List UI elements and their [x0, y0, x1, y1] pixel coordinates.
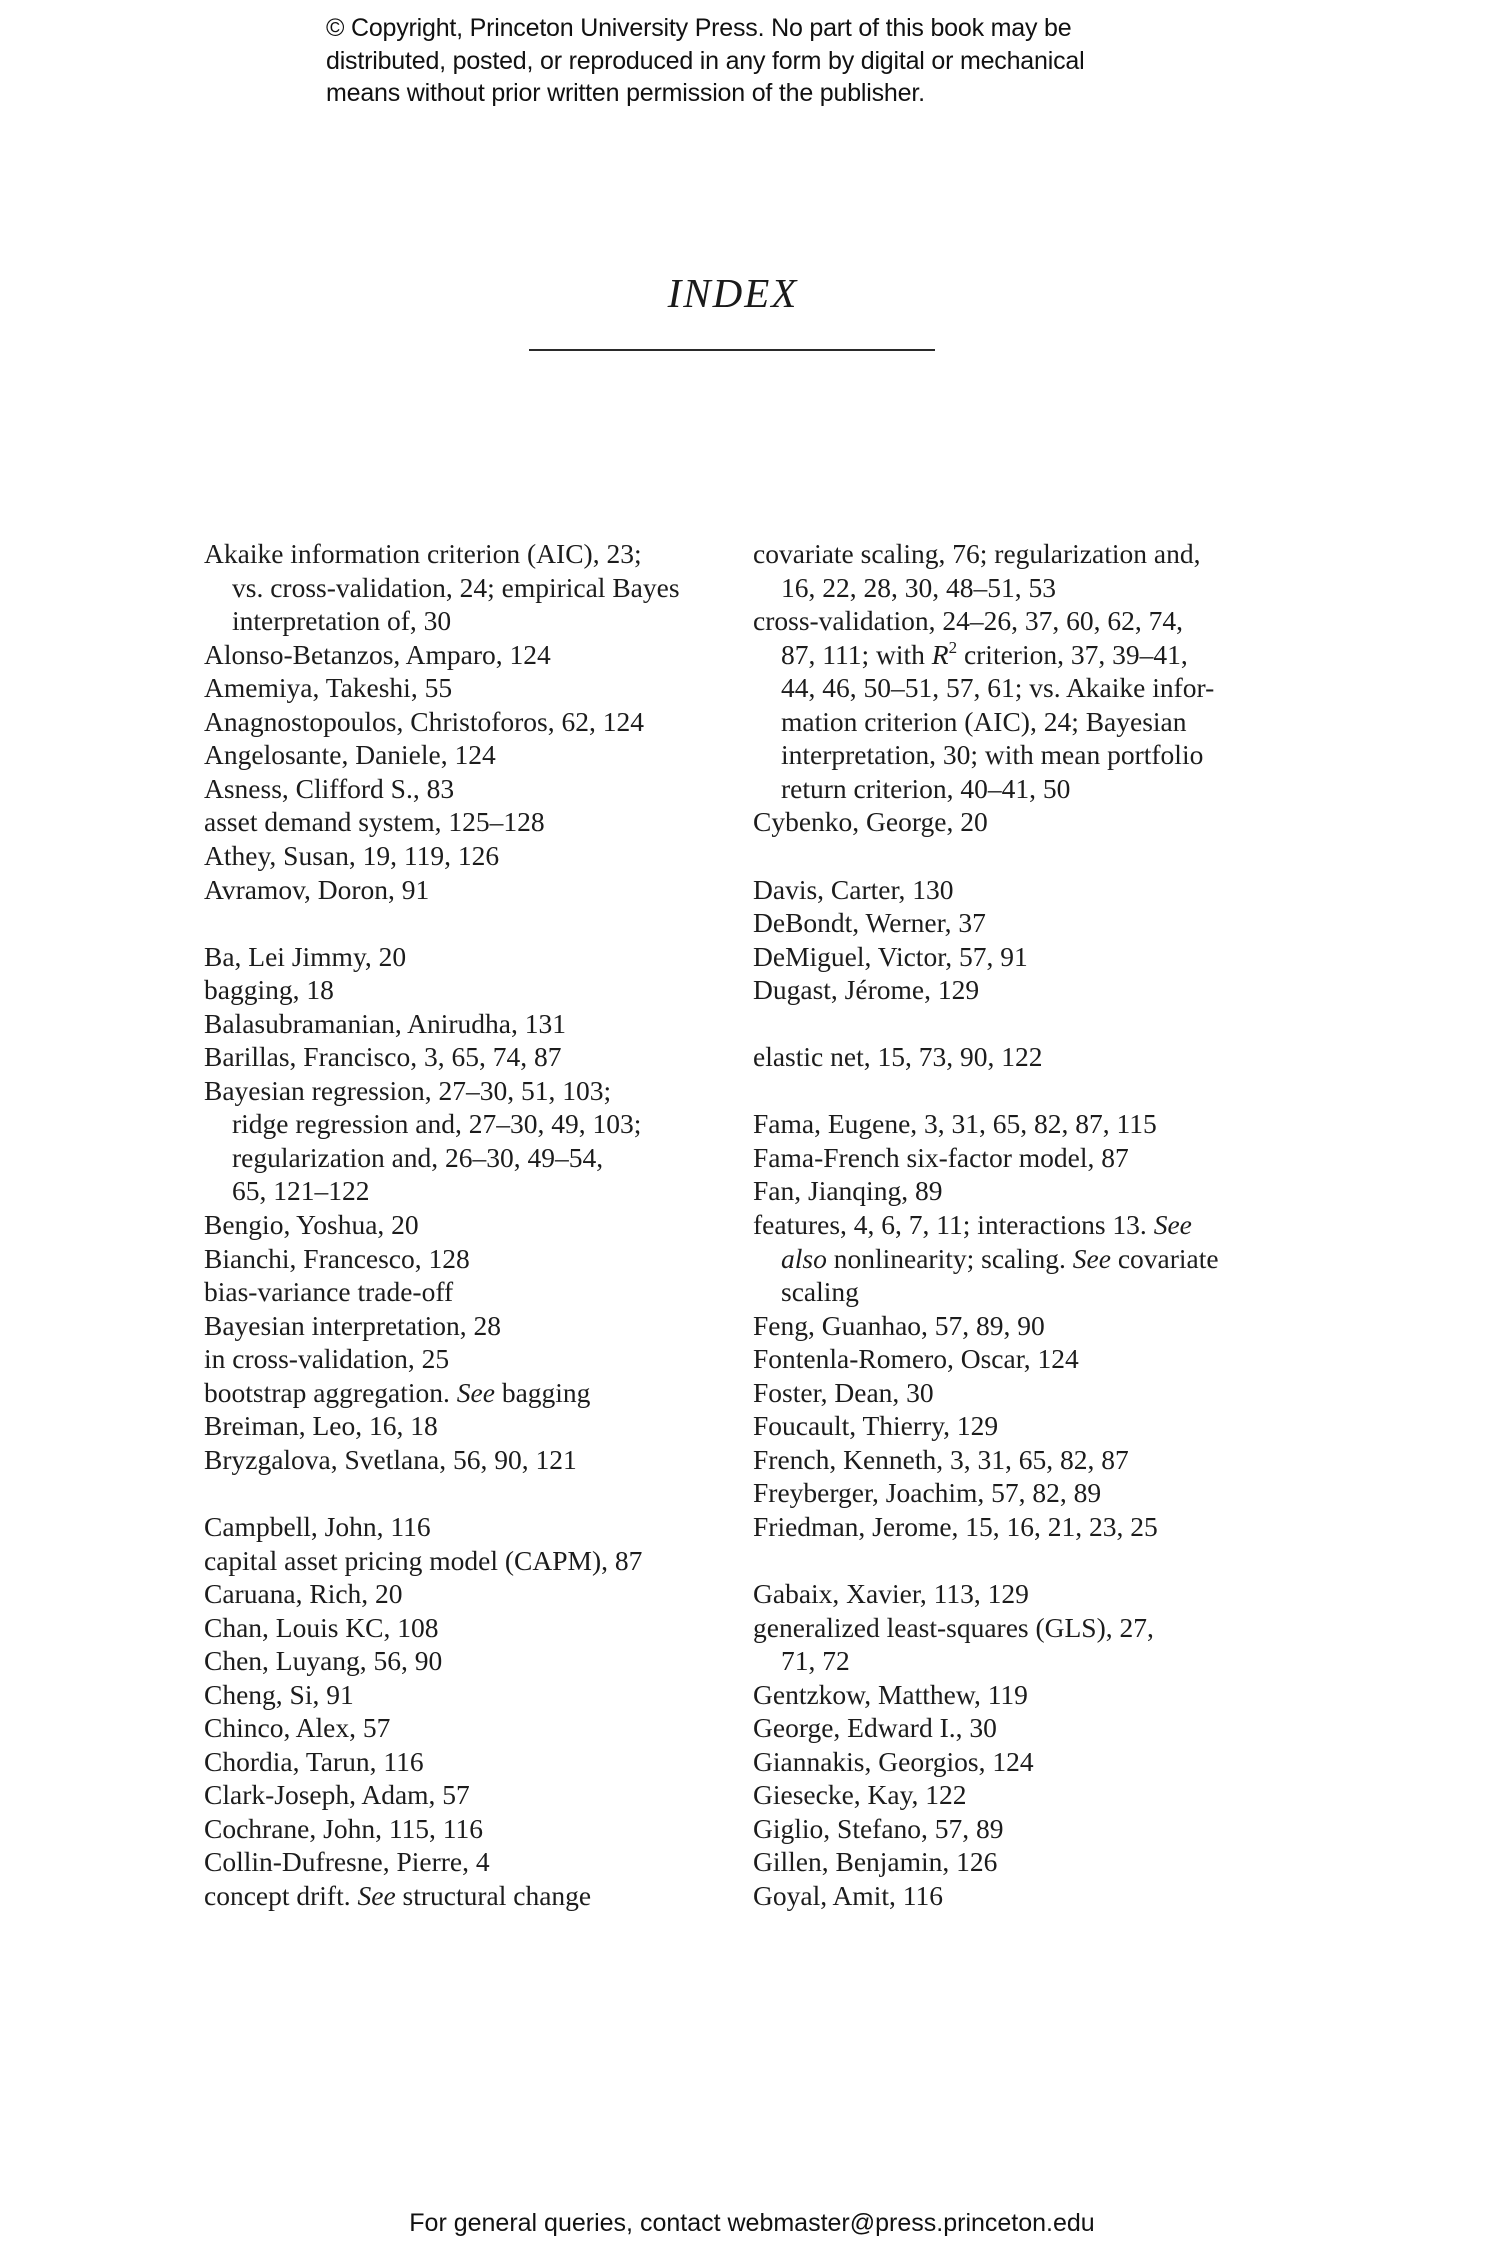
entry-text: Fan, Jianqing, 89 — [753, 1175, 943, 1207]
index-entry — [753, 1040, 1042, 1074]
entry-text: scaling — [781, 1276, 859, 1308]
entry-text: Bayesian regression, 27–30, 51, 103; — [204, 1074, 612, 1106]
entry-text: bias-variance trade-off — [204, 1276, 454, 1308]
entry-text: Campbell, John, 116 — [204, 1510, 431, 1542]
entry-text: nonlinearity; scaling. — [826, 1242, 1073, 1274]
index-entry — [204, 805, 545, 839]
italic-text: also — [781, 1242, 827, 1274]
index-entry — [204, 1409, 438, 1443]
index-entry — [753, 1409, 998, 1443]
index-entry — [753, 973, 979, 1007]
index-entry — [753, 1141, 1129, 1175]
index-subline — [232, 604, 451, 638]
index-entry — [204, 1242, 470, 1276]
index-entry — [753, 1107, 1157, 1141]
italic-text: See — [456, 1376, 495, 1408]
index-entry — [204, 738, 496, 772]
index-entry — [204, 705, 644, 739]
entry-text: bagging, 18 — [204, 974, 334, 1006]
entry-text: Feng, Guanhao, 57, 89, 90 — [753, 1309, 1045, 1341]
title-divider — [529, 349, 935, 351]
superscript: 2 — [948, 637, 958, 657]
index-entry — [204, 1275, 453, 1309]
copyright-notice — [326, 12, 1206, 110]
index-entry — [204, 1544, 642, 1578]
index-subline — [232, 1174, 370, 1208]
entry-text: Cheng, Si, 91 — [204, 1678, 354, 1710]
entry-text: Giannakis, Georgios, 124 — [753, 1745, 1034, 1777]
entry-text: vs. cross-validation, 24; empirical Bayes — [232, 571, 680, 603]
index-entry — [753, 604, 1183, 638]
index-entry — [204, 1812, 483, 1846]
entry-text: bootstrap aggregation. — [204, 1376, 457, 1408]
entry-text: criterion, 37, 39–41, — [957, 638, 1188, 670]
copyright-line: distributed, posted, or reproduced in any form by digital or mechanical — [326, 46, 1085, 75]
entry-text: elastic net, 15, 73, 90, 122 — [753, 1041, 1043, 1073]
index-entry — [753, 1778, 967, 1812]
footer-text: For general queries, contact webmaster@press.princeton.edu — [409, 2209, 1095, 2237]
italic-text: See — [1072, 1242, 1111, 1274]
index-subline — [232, 571, 680, 605]
index-entry — [753, 1342, 1079, 1376]
index-entry — [204, 1678, 354, 1712]
entry-text: generalized least-squares (GLS), 27, — [753, 1611, 1154, 1643]
page-title-text: INDEX — [667, 270, 799, 316]
index-subline — [781, 671, 1214, 705]
index-entry — [204, 671, 452, 705]
entry-text: Barillas, Francisco, 3, 65, 74, 87 — [204, 1041, 562, 1073]
index-entry — [753, 1443, 1129, 1477]
index-entry — [753, 906, 986, 940]
index-entry — [753, 805, 988, 839]
index-entry — [204, 940, 406, 974]
italic-text: See — [357, 1880, 396, 1911]
footer-contact — [0, 2207, 1500, 2239]
entry-text: Chinco, Alex, 57 — [204, 1712, 391, 1744]
entry-text: George, Edward I., 30 — [753, 1712, 997, 1744]
index-entry — [204, 1577, 403, 1611]
entry-text: Foster, Dean, 30 — [753, 1376, 934, 1408]
entry-text: Gillen, Benjamin, 126 — [753, 1846, 998, 1878]
entry-text: Foucault, Thierry, 129 — [753, 1410, 999, 1442]
index-entry — [753, 1577, 1029, 1611]
index-entry — [204, 1510, 431, 1544]
entry-text: Bryzgalova, Svetlana, 56, 90, 121 — [204, 1443, 577, 1475]
index-entry — [204, 638, 551, 672]
entry-text: Cybenko, George, 20 — [753, 806, 988, 838]
entry-text: Collin-Dufresne, Pierre, 4 — [204, 1846, 490, 1878]
entry-text: 87, 111; with — [781, 638, 932, 670]
index-entry — [204, 537, 642, 571]
entry-text: concept drift. — [204, 1880, 358, 1911]
entry-text: DeMiguel, Victor, 57, 91 — [753, 940, 1028, 972]
copyright-line: means without prior written permission of the publisher. — [326, 79, 925, 107]
entry-text: cross-validation, 24–26, 37, 60, 62, 74, — [753, 605, 1184, 637]
entry-text: Avramov, Doron, 91 — [204, 873, 430, 905]
index-entry — [753, 873, 954, 907]
entry-text: Bianchi, Francesco, 128 — [204, 1242, 470, 1274]
entry-text: in cross-validation, 25 — [204, 1343, 450, 1375]
entry-text: Gentzkow, Matthew, 119 — [753, 1678, 1028, 1710]
index-entry — [753, 1678, 1028, 1712]
entry-text: Bayesian interpretation, 28 — [204, 1309, 502, 1341]
index-entry — [753, 1845, 997, 1879]
entry-text: capital asset pricing model (CAPM), 87 — [204, 1544, 643, 1576]
entry-text: 65, 121–122 — [232, 1175, 370, 1207]
entry-text: Fama, Eugene, 3, 31, 65, 82, 87, 115 — [753, 1108, 1157, 1140]
italic-text: See — [1153, 1209, 1192, 1240]
entry-text: Caruana, Rich, 20 — [204, 1578, 403, 1610]
entry-text: Giesecke, Kay, 122 — [753, 1779, 967, 1811]
index-subline — [781, 571, 1056, 605]
index-entry — [753, 1711, 997, 1745]
entry-text: Angelosante, Daniele, 124 — [204, 739, 496, 771]
index-entry — [753, 1174, 942, 1208]
index-entry — [753, 1745, 1034, 1779]
page-title — [0, 268, 1500, 318]
index-entry — [753, 1812, 1004, 1846]
index-entry — [204, 839, 499, 873]
entry-text: Chordia, Tarun, 116 — [204, 1745, 424, 1777]
entry-text: Ba, Lei Jimmy, 20 — [204, 940, 407, 972]
index-entry — [204, 1644, 442, 1678]
entry-text: Chan, Louis KC, 108 — [204, 1611, 439, 1643]
entry-text: 44, 46, 50–51, 57, 61; vs. Akaike infor- — [781, 672, 1215, 704]
index-entry — [753, 1208, 1192, 1242]
index-entry — [204, 1208, 419, 1242]
entry-text: regularization and, 26–30, 49–54, — [232, 1141, 604, 1173]
index-entry — [753, 1879, 943, 1913]
entry-text: return criterion, 40–41, 50 — [781, 772, 1071, 804]
index-subline — [781, 638, 1188, 676]
entry-text: 71, 72 — [781, 1645, 850, 1677]
index-entry — [753, 537, 1200, 571]
entry-text: asset demand system, 125–128 — [204, 806, 545, 838]
entry-text: Davis, Carter, 130 — [753, 873, 954, 905]
entry-text: Goyal, Amit, 116 — [753, 1880, 943, 1911]
index-entry — [204, 1745, 424, 1779]
entry-text: Breiman, Leo, 16, 18 — [204, 1410, 438, 1442]
index-entry — [753, 1611, 1154, 1645]
entry-text: features, 4, 6, 7, 11; interactions 13. — [753, 1209, 1154, 1240]
index-subline — [781, 1644, 850, 1678]
index-entry — [204, 772, 454, 806]
entry-text: interpretation of, 30 — [232, 605, 452, 637]
index-entry — [204, 1376, 590, 1410]
index-entry — [204, 1309, 501, 1343]
entry-text: Fontenla-Romero, Oscar, 124 — [753, 1343, 1079, 1375]
entry-text: Friedman, Jerome, 15, 16, 21, 23, 25 — [753, 1510, 1158, 1542]
entry-text: Dugast, Jérome, 129 — [753, 974, 980, 1006]
entry-text: Amemiya, Takeshi, 55 — [204, 672, 453, 704]
entry-text: Chen, Luyang, 56, 90 — [204, 1645, 443, 1677]
index-entry — [753, 1476, 1101, 1510]
index-entry — [204, 873, 429, 907]
entry-text: 16, 22, 28, 30, 48–51, 53 — [781, 571, 1056, 603]
index-entry — [204, 1074, 611, 1108]
index-subline — [781, 705, 1187, 739]
entry-text: Clark-Joseph, Adam, 57 — [204, 1779, 470, 1811]
entry-text: Gabaix, Xavier, 113, 129 — [753, 1578, 1029, 1610]
entry-text: interpretation, 30; with mean portfolio — [781, 739, 1204, 771]
entry-text: DeBondt, Werner, 37 — [753, 907, 986, 939]
index-subline — [232, 1141, 603, 1175]
entry-text: Alonso-Betanzos, Amparo, 124 — [204, 638, 551, 670]
entry-text: French, Kenneth, 3, 31, 65, 82, 87 — [753, 1443, 1129, 1475]
index-entry — [204, 1611, 439, 1645]
entry-text: bagging — [494, 1376, 591, 1408]
entry-text: covariate — [1110, 1242, 1219, 1274]
index-entry — [204, 1040, 561, 1074]
index-entry — [204, 1778, 470, 1812]
entry-text: Anagnostopoulos, Christoforos, 62, 124 — [204, 705, 644, 737]
entry-text: Athey, Susan, 19, 119, 126 — [204, 839, 500, 871]
index-entry — [204, 1342, 449, 1376]
index-entry — [753, 1510, 1158, 1544]
index-subline — [781, 1275, 859, 1309]
index-entry — [204, 1711, 390, 1745]
entry-text: Asness, Clifford S., 83 — [204, 772, 455, 804]
index-entry — [204, 973, 334, 1007]
index-subline — [781, 772, 1070, 806]
copyright-line: © Copyright, Princeton University Press. No part of this book may be — [326, 14, 1072, 42]
entry-text: Bengio, Yoshua, 20 — [204, 1209, 419, 1240]
index-subline — [781, 1242, 1219, 1276]
entry-text: ridge regression and, 27–30, 49, 103; — [232, 1108, 642, 1140]
index-entry — [204, 1443, 577, 1477]
entry-text: Cochrane, John, 115, 116 — [204, 1812, 484, 1844]
index-entry — [753, 940, 1028, 974]
index-subline — [232, 1107, 641, 1141]
index-entry — [204, 1879, 591, 1913]
entry-text: structural change — [395, 1880, 592, 1911]
index-entry — [753, 1309, 1045, 1343]
entry-text: Balasubramanian, Anirudha, 131 — [204, 1007, 566, 1039]
entry-text: covariate scaling, 76; regularization and, — [753, 538, 1201, 569]
italic-text: R — [931, 638, 949, 670]
entry-text: Freyberger, Joachim, 57, 82, 89 — [753, 1477, 1102, 1509]
index-entry — [753, 1376, 934, 1410]
entry-text: mation criterion (AIC), 24; Bayesian — [781, 705, 1187, 737]
index-entry — [204, 1007, 566, 1041]
index-subline — [781, 738, 1203, 772]
index-entry — [204, 1845, 490, 1879]
entry-text: Fama-French six-factor model, 87 — [753, 1141, 1129, 1173]
entry-text: Giglio, Stefano, 57, 89 — [753, 1812, 1004, 1844]
entry-text: Akaike information criterion (AIC), 23; — [204, 538, 642, 569]
